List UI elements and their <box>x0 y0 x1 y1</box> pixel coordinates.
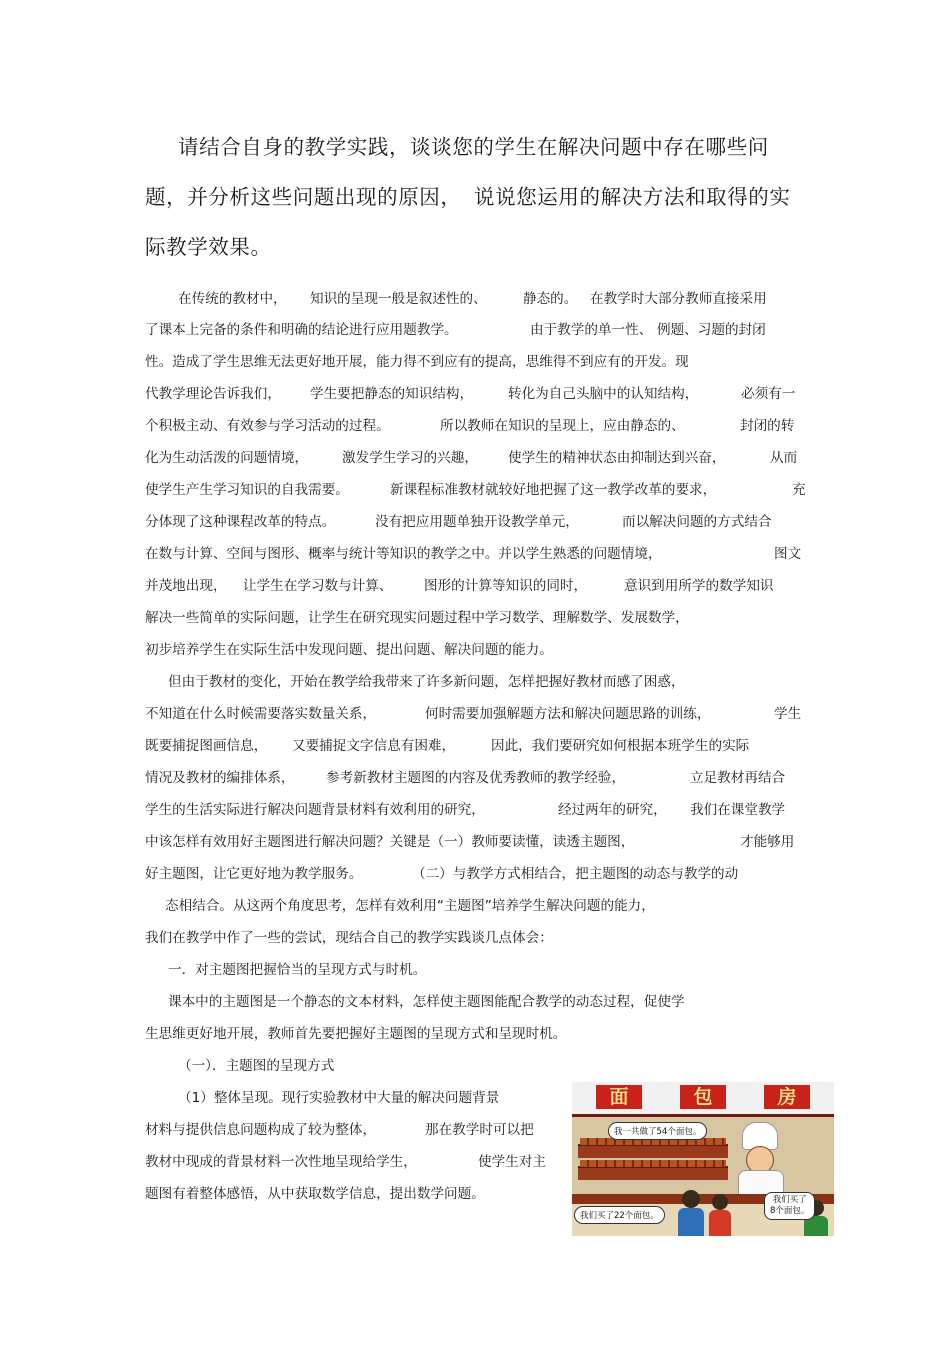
sign-char: 房 <box>764 1085 810 1109</box>
prompt-text: 说说您运用的解决方法和取得的实 <box>474 185 791 209</box>
body-text: 个积极主动、有效参与学习活动的过程。 <box>145 418 390 434</box>
body-text: 那在教学时可以把 <box>425 1122 534 1138</box>
body-text: 我们在教学中作了一些的尝试，现结合自己的教学实践谈几点体会： <box>145 930 553 946</box>
body-text: 例题、习题的封闭 <box>657 322 766 338</box>
child-head <box>712 1194 728 1210</box>
body-text: 必须有一 <box>741 386 796 402</box>
speech-bubble-right <box>764 1192 815 1220</box>
body-text: 一．对主题图把握恰当的呈现方式与时机。 <box>168 962 427 978</box>
body-text: 图文 <box>774 546 802 562</box>
body-text: （二）与教学方式相结合，把主题图的动态与教学的动 <box>412 866 739 882</box>
body-text: 静态的。 <box>523 291 578 307</box>
child-body <box>678 1208 704 1236</box>
body-text: 材料与提供信息问题构成了较为整体， <box>145 1122 377 1138</box>
child-body <box>709 1210 731 1236</box>
body-text: 但由于教材的变化，开始在教学给我带来了许多新问题，怎样把握好教材而感了困惑， <box>168 674 685 690</box>
body-text: 何时需要加强解题方法和解决问题思路的训练， <box>425 706 711 722</box>
body-text: 没有把应用题单独开设教学单元， <box>375 514 579 530</box>
prompt-text: 题，并分析这些问题出现的原因， <box>145 185 462 209</box>
body-text: 在传统的教材中， <box>178 291 287 307</box>
body-text: 我们在课堂教学 <box>690 802 786 818</box>
bread-row <box>580 1160 726 1167</box>
body-text: 充 <box>792 482 806 498</box>
body-text: 激发学生学习的兴趣， <box>342 450 478 466</box>
body-text: 使学生对主 <box>478 1154 546 1170</box>
body-text: 化为生动活泼的问题情境， <box>145 450 309 466</box>
body-text: 封闭的转 <box>740 418 795 434</box>
body-text: 好主题图，让它更好地为教学服务。 <box>145 866 363 882</box>
speech-bubble-right-line: 8个面包。 <box>770 1206 810 1216</box>
speech-bubble-left: 我们买了22个面包。 <box>574 1206 665 1224</box>
body-text: 情况及教材的编排体系， <box>145 770 295 786</box>
speech-bubble-chef: 我一共做了54个面包。 <box>608 1122 707 1140</box>
body-text: 让学生在学习数与计算、 <box>243 578 393 594</box>
body-text: 在数与计算、空间与图形、概率与统计等知识的教学之中。并以学生熟悉的问题情境， <box>145 546 662 562</box>
body-text: 又要捕捉文字信息有困难， <box>292 738 456 754</box>
body-text: 生思维更好地开展，教师首先要把握好主题图的呈现方式和呈现时机。 <box>145 1026 567 1042</box>
body-text: （一）．主题图的呈现方式 <box>178 1058 335 1074</box>
body-text: 因此，我们要研究如何根据本班学生的实际 <box>491 738 750 754</box>
body-text: 并茂地出现， <box>145 578 227 594</box>
body-text: 才能够用 <box>740 834 795 850</box>
sign-char: 面 <box>596 1085 642 1109</box>
bakery-illustration <box>572 1082 834 1236</box>
child-head <box>682 1190 700 1208</box>
body-text: 课本中的主题图是一个静态的文本材料，怎样使主题图能配合教学的动态过程，促使学 <box>168 994 685 1010</box>
body-text: 图形的计算等知识的同时， <box>424 578 588 594</box>
body-text: 转化为自己头脑中的认知结构， <box>508 386 699 402</box>
body-text: 在教学时大部分教师直接采用 <box>590 291 767 307</box>
prompt-text: 请结合自身的教学实践，谈谈您的学生在解决问题中存在哪些问 <box>178 135 769 159</box>
bakery-sign <box>572 1082 834 1117</box>
body-text: 代教学理论告诉我们， <box>145 386 281 402</box>
body-text: 学生的生活实际进行解决问题背景材料有效利用的研究， <box>145 802 485 818</box>
body-text: 所以教师在知识的呈现上，应由静态的、 <box>440 418 685 434</box>
body-text: 学生要把静态的知识结构， <box>310 386 474 402</box>
body-text: 教材中现成的背景材料一次性地呈现给学生， <box>145 1154 417 1170</box>
body-text: 分体现了这种课程改革的特点。 <box>145 514 336 530</box>
body-text: 意识到用所学的数学知识 <box>624 578 774 594</box>
body-text: 性。造成了学生思维无法更好地开展，能力得不到应有的提高，思维得不到应有的开发。现 <box>145 354 689 370</box>
bread-shelf <box>578 1166 728 1180</box>
bread-shelf <box>578 1144 728 1158</box>
body-text: 由于教学的单一性、 <box>530 322 653 338</box>
body-text: 解决一些简单的实际问题，让学生在研究现实问题过程中学习数学、理解数学、发展数学， <box>145 610 689 626</box>
body-text: 立足教材再结合 <box>690 770 786 786</box>
body-text: 既要捕捉图画信息， <box>145 738 268 754</box>
body-text: 使学生的精神状态由抑制达到兴奋， <box>508 450 726 466</box>
body-text: 从而 <box>770 450 798 466</box>
body-text: 了课本上完备的条件和明确的结论进行应用题教学。 <box>145 322 458 338</box>
body-text: 不知道在什么时候需要落实数量关系， <box>145 706 377 722</box>
body-text: 参考新教材主题图的内容及优秀教师的教学经验， <box>326 770 626 786</box>
sign-char: 包 <box>680 1085 726 1109</box>
body-text: 经过两年的研究， <box>558 802 667 818</box>
prompt-text: 际教学效果。 <box>145 235 272 259</box>
speech-bubble-right-line: 我们买了 <box>772 1195 807 1205</box>
body-text: 使学生产生学习知识的自我需要。 <box>145 482 349 498</box>
body-text: 中该怎样有效用好主题图进行解决问题？关键是（一）教师要读懂，读透主题图， <box>145 834 635 850</box>
body-text: 初步培养学生在实际生活中发现问题、提出问题、解决问题的能力。 <box>145 642 553 658</box>
body-text: 知识的呈现一般是叙述性的、 <box>310 291 487 307</box>
body-text: 而以解决问题的方式结合 <box>622 514 772 530</box>
body-text: （1）整体呈现。现行实验教材中大量的解决问题背景 <box>178 1090 500 1106</box>
body-text: 学生 <box>774 706 802 722</box>
body-text: 题图有着整体感悟，从中获取数学信息，提出数学问题。 <box>145 1186 485 1202</box>
body-text: 新课程标准教材就较好地把握了这一教学改革的要求， <box>390 482 717 498</box>
body-text: 态相结合。从这两个角度思考，怎样有效利用“主题图”培养学生解决问题的能力， <box>165 898 655 914</box>
